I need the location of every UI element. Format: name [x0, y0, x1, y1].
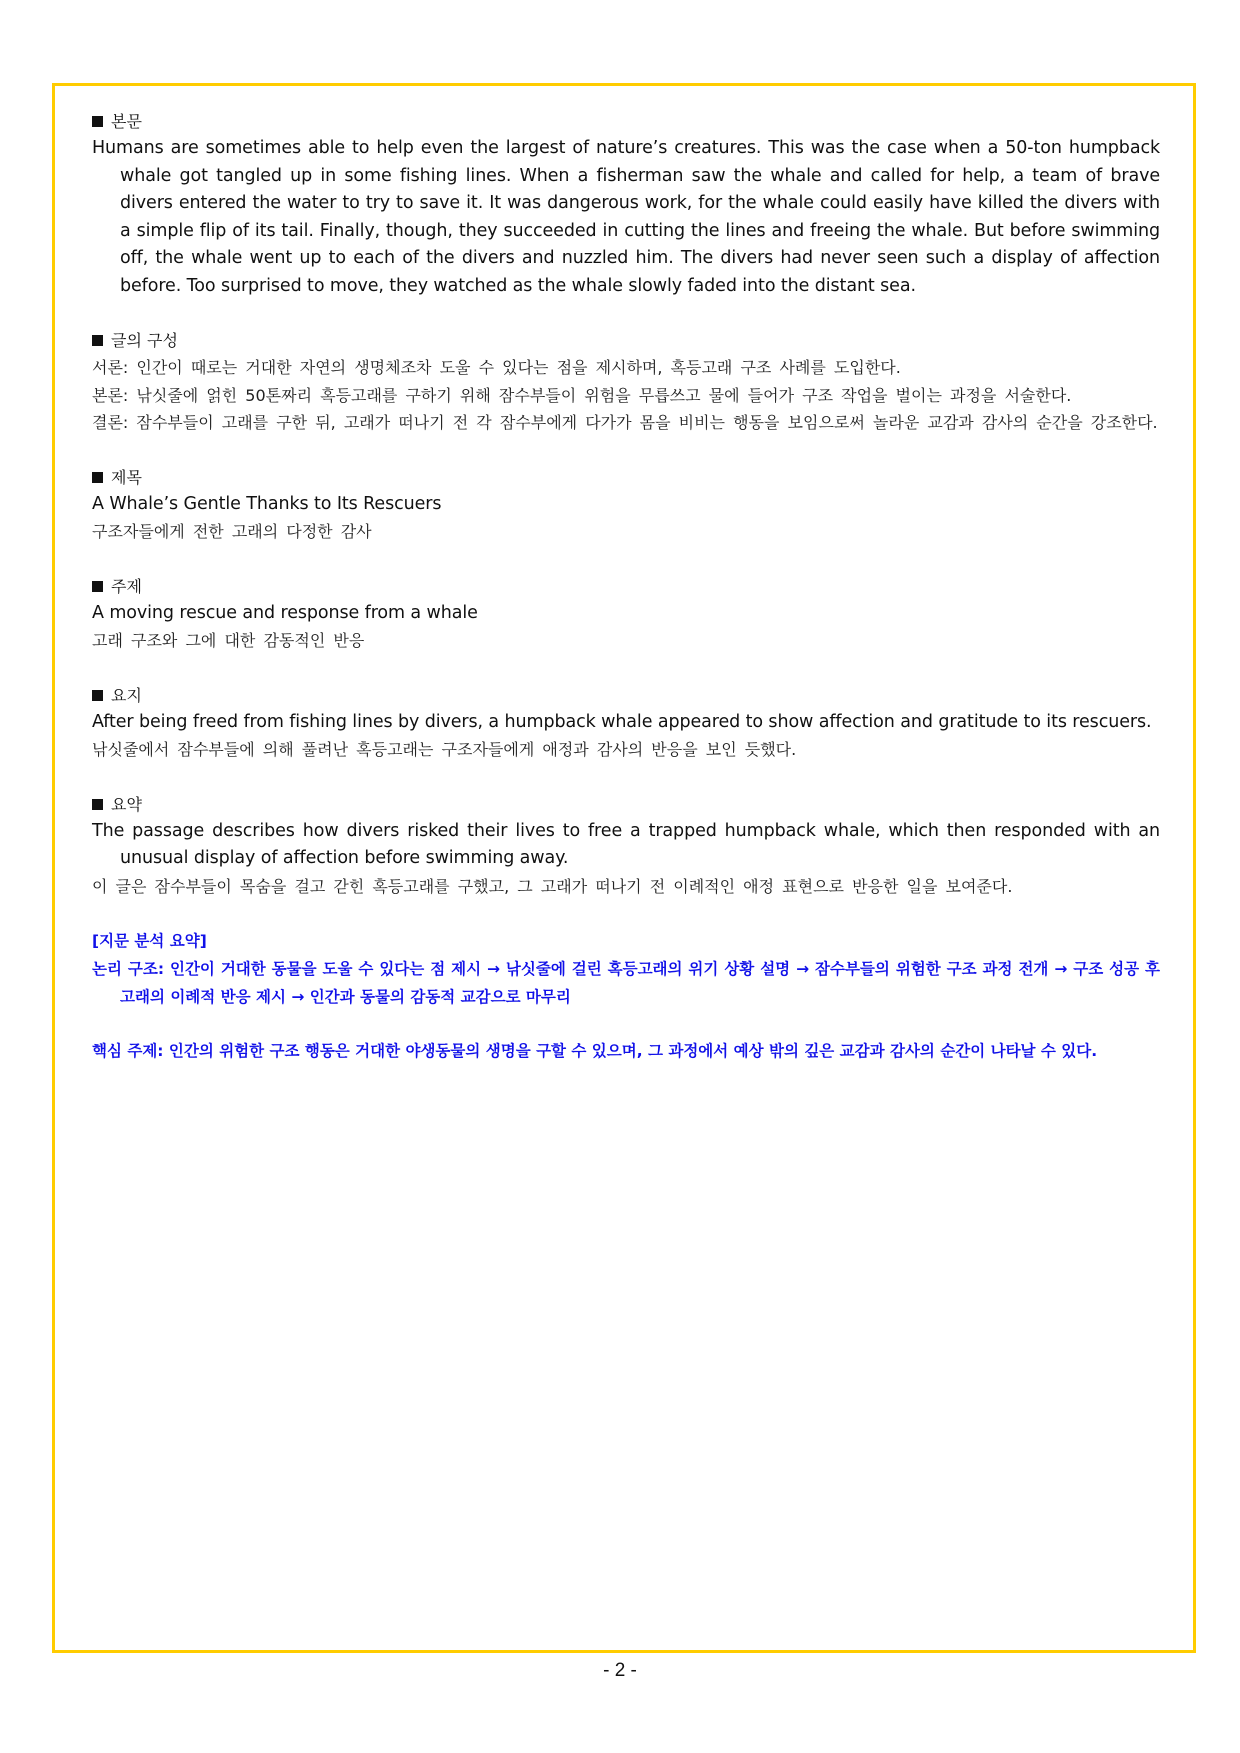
section-heading [92, 464, 1160, 491]
analysis-core-theme: 핵심 주제: 인간의 위험한 구조 행동은 거대한 야생동물의 생명을 구할 수 있으며, 그 과정에서 예상 밖의 깊은 교감과 감사의 순간이 나타날 수 있다. [92, 1042, 1098, 1060]
section-body [92, 108, 1160, 300]
section-summary [92, 791, 1160, 901]
section-heading [92, 108, 1160, 135]
title-english: A Whale’s Gentle Thanks to Its Rescuers [92, 493, 442, 514]
black-square-bullet-icon [92, 472, 103, 483]
topic-english: A moving rescue and response from a whale [92, 602, 478, 623]
black-square-bullet-icon [92, 335, 103, 346]
gist-korean: 낚싯줄에서 잠수부들에 의해 풀려난 혹등고래는 구조자들에게 애정과 감사의 반응을 보인 듯했다. [92, 740, 797, 759]
passage-text: Humans are sometimes able to help even the largest of nature’s creatures. This was the case when a 50-ton humpback whale got tangled up in some fishing lines. When a fisherman saw the whale and called for help, a team of brave divers entered the water to try to save it. It was dangerous work, for the whale could easily have killed the divers with a simple flip of its tail. Finally, though, they succeeded in cutting the lines and freeing the whale. But before swimming off, the whale went up to each of the divers and nuzzled him. The divers had never seen such a display of affection before. Too surprised to move, they watched as the whale slowly faded into the distant sea. [92, 138, 1160, 296]
page-number: - 2 - [603, 1660, 637, 1681]
heading-text: 본문 [111, 112, 142, 131]
section-heading [92, 573, 1160, 600]
heading-text: 요지 [111, 685, 142, 705]
title-korean: 구조자들에게 전한 고래의 다정한 감사 [92, 522, 372, 541]
analysis-logic-structure: 논리 구조: 인간이 거대한 동물을 도울 수 있다는 점 제시 → 낚싯줄에 걸린 혹등고래의 위기 상황 설명 → 잠수부들의 위험한 구조 과정 전개 → 구조 성공 후 고래의 이례적 반응 제시 → 인간과 동물의 감동적 교감으로 마무리 [92, 960, 1160, 1006]
black-square-bullet-icon [92, 690, 103, 701]
black-square-bullet-icon [92, 799, 103, 810]
structure-body: 본론: 낚싯줄에 얽힌 50톤짜리 혹등고래를 구하기 위해 잠수부들이 위험을 무릅쓰고 물에 들어가 구조 작업을 벌이는 과정을 서술한다. [92, 385, 1072, 405]
structure-intro: 서론: 인간이 때로는 거대한 자연의 생명체조차 도울 수 있다는 점을 제시하며, 혹등고래 구조 사례를 도입한다. [92, 358, 901, 377]
section-heading [92, 327, 1160, 354]
heading-text: 주제 [111, 576, 142, 596]
summary-english: The passage describes how divers risked their lives to free a trapped humpback whale, which then responded with an unusual display of affection before swimming away. [92, 820, 1160, 868]
document-content [92, 108, 1160, 1065]
gist-english: After being freed from fishing lines by divers, a humpback whale appeared to show affection and gratitude to its rescuers. [92, 711, 1152, 732]
section-gist [92, 682, 1160, 764]
heading-text: 요약 [111, 794, 142, 814]
section-topic [92, 573, 1160, 655]
heading-text: 글의 구성 [111, 331, 178, 350]
analysis-heading: [지문 분석 요약] [92, 932, 207, 950]
section-heading [92, 791, 1160, 818]
black-square-bullet-icon [92, 116, 103, 127]
heading-text: 제목 [111, 467, 142, 487]
analysis-summary [92, 927, 1160, 1065]
structure-conclusion: 결론: 잠수부들이 고래를 구한 뒤, 고래가 떠나기 전 각 잠수부에게 다가가 몸을 비비는 행동을 보임으로써 놀라운 교감과 감사의 순간을 강조한다. [92, 413, 1158, 432]
section-title [92, 464, 1160, 546]
black-square-bullet-icon [92, 581, 103, 592]
topic-korean: 고래 구조와 그에 대한 감동적인 반응 [92, 631, 365, 650]
spacer [92, 1011, 1160, 1037]
section-structure [92, 327, 1160, 437]
section-heading [92, 682, 1160, 709]
summary-korean: 이 글은 잠수부들이 목숨을 걸고 갇힌 혹등고래를 구했고, 그 고래가 떠나기 전 이례적인 애정 표현으로 반응한 일을 보여준다. [92, 876, 1013, 896]
